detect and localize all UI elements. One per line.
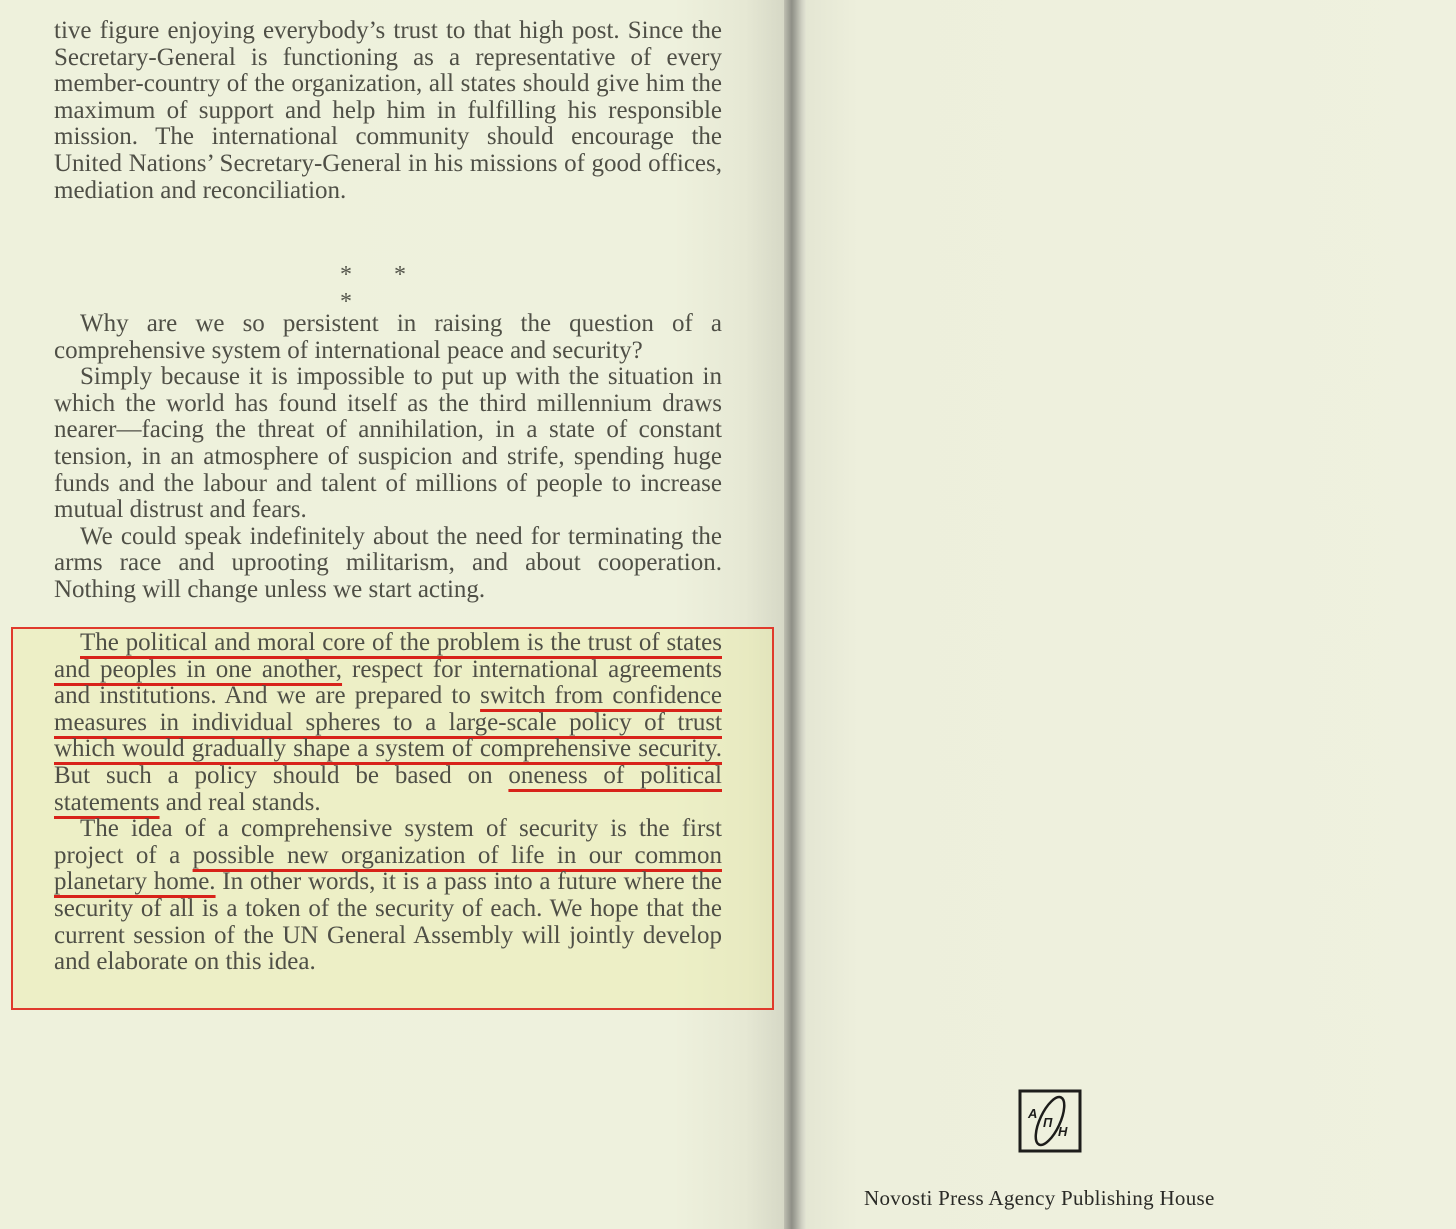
text-block-highlighted — [54, 630, 722, 976]
book-gutter — [784, 0, 806, 1229]
svg-text:A: A — [1028, 1106, 1038, 1121]
paragraph-text: The idea of a comprehensive system of security is the first project of a — [54, 815, 722, 869]
svg-text:Н: Н — [1058, 1124, 1068, 1139]
text-block-middle — [54, 311, 722, 604]
publisher-name: Novosti Press Agency Publishing House — [864, 1186, 1215, 1210]
underlined-phrase: possible new organization of life in our common planetary home. — [54, 841, 722, 896]
text-block-top — [54, 18, 722, 204]
section-separator: * * * — [340, 262, 424, 315]
paragraph-3: Simply because it is impossible to put up with the situation in which the world has found itself as the third millennium draws nearer—facing the threat of annihilation, in a state of constant tension, in an atmosphere of suspicion and strife, spending huge funds and the labour and talent of millions of people to increase mutual distrust and fears. — [54, 363, 722, 524]
apn-logo-icon — [1018, 1089, 1082, 1153]
underlined-phrase: switch from confidence measures in individual spheres to a large-scale policy of trust which would gradually shape a system of comprehensive security. — [54, 682, 722, 763]
paragraph-text: In other words, it is a pass into a future where the security of all is a token of the security of each. We hope that the current session of the UN General Assembly will jointly develop and elaborate on this idea. — [54, 868, 722, 976]
paragraph-4: We could speak indefinitely about the need for terminating the arms race and uprooting militarism, and about cooperation. Nothing will change unless we start acting. — [54, 522, 722, 603]
paragraph-text: and real stands. — [159, 788, 321, 816]
paragraph-6 — [54, 816, 722, 976]
underlined-phrase: oneness of political statements — [54, 761, 722, 816]
svg-text:П: П — [1043, 1115, 1053, 1130]
underlined-phrase: The political and moral core of the problem is the trust of states and peoples in one another, — [54, 629, 722, 683]
right-page — [806, 0, 1456, 1229]
paragraph-1: tive figure enjoying everybody’s trust to that high post. Since the Secretary-General is functioning as a representative of every member-country of the organization, all states should give him the maximum of support and help him in fulfilling his responsible mission. The international community should encourage the United Nations’ Secretary-General in his missions of good offices, mediation and reconciliation. — [54, 17, 722, 204]
paragraph-2: Why are we so persistent in raising the question of a comprehensive system of international peace and security? — [54, 310, 722, 364]
paragraph-text: But such a policy should be based on — [54, 761, 509, 789]
paragraph-text: respect for international agreements and institutions. And we are prepared to — [54, 655, 722, 710]
paragraph-5 — [54, 630, 722, 816]
